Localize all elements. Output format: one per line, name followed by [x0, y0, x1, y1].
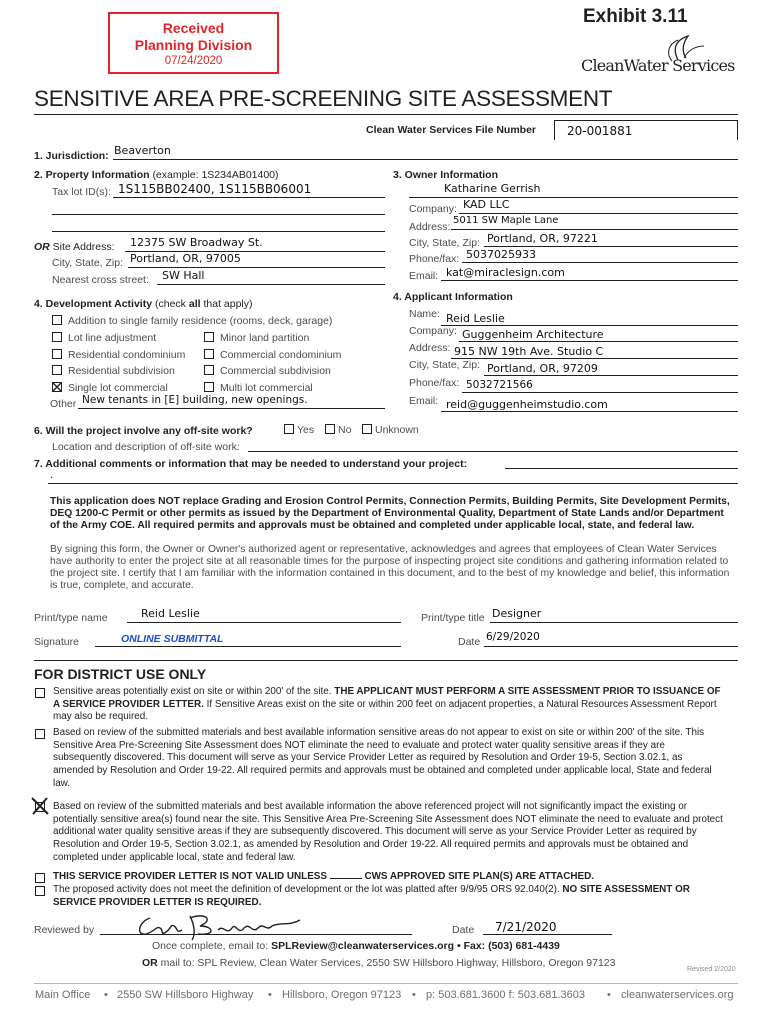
opt-lot-line-label: Lot line adjustment: [68, 332, 157, 344]
sign-date-label: Date: [458, 636, 481, 648]
footer-address: 2550 SW Hillsboro Highway: [117, 989, 254, 1001]
owner-phone-value[interactable]: 5037025933: [466, 248, 536, 261]
applicant-email-value[interactable]: reid@guggenheimstudio.com: [446, 398, 608, 411]
email-instruction: [152, 940, 560, 952]
opt-com-sub-label: Commercial subdivision: [220, 365, 331, 377]
applicant-name-label: Name:: [409, 308, 440, 320]
site-address-label: Site Address:: [52, 241, 115, 253]
email-pre: Once complete, email to:: [152, 940, 269, 952]
checkbox-multi-com[interactable]: [204, 382, 214, 392]
applicant-company-line: [459, 341, 738, 342]
jurisdiction-value[interactable]: Beaverton: [114, 144, 171, 157]
opt-single-com-label: Single lot commercial: [68, 382, 168, 394]
owner-address-label: Address:: [409, 221, 451, 233]
review-date-label: Date: [452, 924, 475, 936]
applicant-address-value[interactable]: 915 NW 19th Ave. Studio C: [454, 345, 604, 358]
offsite-unknown-label: Unknown: [375, 424, 419, 436]
file-number-label: Clean Water Services File Number: [366, 124, 537, 136]
file-number-value[interactable]: 20-001881: [567, 124, 633, 138]
applicant-address-line: [451, 358, 738, 359]
site-city-label: City, State, Zip:: [52, 257, 123, 269]
tax-lot-value[interactable]: 1S115BB02400, 1S115BB06001: [118, 182, 312, 196]
district-item-5-bold: NO SITE ASSESSMENT OR SERVICE PROVIDER LETTER IS REQUIRED.: [53, 884, 690, 908]
reviewer-signature: [130, 910, 330, 944]
owner-company-line: [459, 213, 738, 214]
property-heading: [34, 169, 279, 181]
or-label: OR: [34, 241, 50, 253]
print-name-line: [127, 622, 401, 623]
applicant-name-value[interactable]: Reid Leslie: [446, 312, 505, 325]
received-stamp: [108, 12, 279, 74]
print-title-label: Print/type title: [421, 612, 485, 624]
applicant-city-label: City, State, Zip:: [409, 359, 480, 371]
owner-company-label: Company:: [409, 203, 457, 215]
comments-label: 7. Additional comments or information that may be needed to understand your project:: [34, 458, 468, 470]
clean-water-services-logo: [580, 34, 740, 78]
opt-lot-line[interactable]: [52, 332, 156, 344]
tax-lot-label: Tax lot ID(s):: [52, 186, 111, 198]
development-heading: [34, 298, 253, 310]
applicant-city-line: [484, 375, 738, 376]
district-item-2: Based on review of the submitted materials and best available information sensitive areas do not appear to exist on site or within 200' of the site. This Sensitive Area Pre-Screening Site Assessment does NOT eliminate the need to evaluate and protect water quality sensitive areas if they are subsequently discovered. This document will serve as your Service Provider Letter as required by Resolution and Order 19-5, Section 3.02.1, as amended by Resolution and Order 19-22. All required permits and approvals must be obtained and completed under applicable local, State and federal law.: [53, 727, 712, 789]
stamp-date: 07/24/2020: [164, 55, 223, 67]
fax-number: • Fax: (503) 681-4439: [456, 940, 560, 952]
district-item-5: [53, 884, 723, 909]
owner-phone-line: [462, 262, 738, 263]
owner-email-value[interactable]: kat@miraclesign.com: [446, 266, 565, 279]
opt-res-sub-label: Residential subdivision: [68, 365, 175, 377]
mail-instruction: [142, 957, 615, 969]
footer-dot-3: •: [412, 989, 416, 1001]
comments-line-2: [48, 483, 738, 484]
site-city-line: [128, 267, 385, 268]
owner-name-line: [409, 197, 738, 198]
district-checkbox-5[interactable]: [35, 886, 45, 896]
site-city-value[interactable]: Portland, OR, 97005: [130, 252, 241, 265]
logo-text: CleanWater Services: [581, 56, 735, 75]
print-name-value[interactable]: Reid Leslie: [141, 607, 200, 620]
jurisdiction-label: 1. Jurisdiction:: [34, 150, 109, 162]
exhibit-label: Exhibit 3.11: [583, 6, 688, 27]
page-title: SENSITIVE AREA PRE-SCREENING SITE ASSESSMENT: [34, 86, 613, 111]
applicant-company-value[interactable]: Guggenheim Architecture: [462, 328, 604, 341]
checkbox-res-sub[interactable]: [52, 365, 62, 375]
applicant-phone-value[interactable]: 5032721566: [466, 379, 533, 391]
notice-body: By signing this form, the Owner or Owner's authorized agent or representative, acknowledges and agrees that employees of Clean Water Services have authority to enter the project site at all reasonable times for the purpose of inspecting project site conditions and gathering information related to the project site. I certify that I am familiar with the information contained in this document, and to the best of my knowledge and belief, this information is true, complete, and accurate.: [50, 544, 730, 591]
cross-street-label: Nearest cross street:: [52, 274, 149, 286]
district-item-1: [53, 686, 723, 724]
opt-minor[interactable]: [204, 332, 309, 344]
property-label: 2. Property Information: [34, 169, 150, 181]
offsite-no[interactable]: [325, 424, 351, 436]
development-label: 4. Development Activity: [34, 298, 153, 310]
owner-address-value[interactable]: 5011 SW Maple Lane: [453, 215, 559, 226]
opt-minor-label: Minor land partition: [220, 332, 310, 344]
checkbox-offsite-yes[interactable]: [284, 424, 294, 434]
development-hint-post: that apply): [203, 298, 253, 310]
footer-main-office: Main Office: [35, 989, 91, 1001]
checkbox-addition[interactable]: [52, 315, 62, 325]
title-rule: [34, 114, 738, 115]
owner-phone-label: Phone/fax:: [409, 253, 460, 265]
checkbox-com-condo[interactable]: [204, 349, 214, 359]
owner-city-label: City, State, Zip:: [409, 237, 480, 249]
opt-single-com[interactable]: [52, 382, 168, 394]
offsite-no-label: No: [338, 424, 352, 436]
opt-com-condo-label: Commercial condominium: [220, 349, 342, 361]
offsite-yes-label: Yes: [297, 424, 315, 436]
cross-street-line: [157, 284, 385, 285]
opt-com-sub[interactable]: [204, 365, 331, 377]
property-example: (example: 1S234AB01400): [152, 169, 279, 181]
reviewed-by-label: Reviewed by: [34, 924, 95, 936]
site-address-value[interactable]: 12375 SW Broadway St.: [130, 236, 263, 249]
footer-dot-4: •: [607, 989, 611, 1001]
district-item-1-bold: THE APPLICANT MUST PERFORM A SITE ASSESSMENT PRIOR TO ISSUANCE OF A SERVICE PROVIDER LETTER.: [53, 686, 721, 710]
checkbox-offsite-no[interactable]: [325, 424, 335, 434]
opt-addition-label: Addition to single family residence (rooms, deck, garage): [68, 315, 333, 327]
owner-company-value[interactable]: KAD LLC: [463, 198, 510, 211]
stamp-division: Planning Division: [134, 37, 253, 53]
email-address[interactable]: SPLReview@cleanwaterservices.org: [271, 940, 455, 952]
owner-label: 3. Owner Information: [393, 169, 499, 181]
footer-rule: [34, 983, 738, 984]
checkbox-com-sub[interactable]: [204, 365, 214, 375]
footer-web[interactable]: cleanwaterservices.org: [621, 989, 734, 1001]
applicant-city-value[interactable]: Portland, OR, 97209: [487, 362, 598, 375]
development-hint-all: all: [188, 298, 201, 310]
offsite-location-label: Location and description of off-site work:: [52, 441, 240, 453]
applicant-address-label: Address:: [409, 342, 451, 354]
signature-line: [95, 646, 401, 647]
checkbox-res-condo[interactable]: [52, 349, 62, 359]
district-checkbox-4[interactable]: [35, 873, 45, 883]
footer-dot-2: •: [268, 989, 272, 1001]
tax-lot-line: [113, 197, 385, 198]
applicant-name-line: [441, 325, 738, 326]
site-address-row: [34, 241, 115, 253]
offsite-label: 6. Will the project involve any off-site work?: [34, 425, 253, 437]
print-title-line: [490, 622, 738, 623]
opt-multi-com[interactable]: [204, 382, 313, 394]
owner-address-line: [451, 229, 738, 230]
district-item-4: [53, 871, 594, 882]
mail-text: mail to: SPL Review, Clean Water Services, 2550 SW Hillsboro Highway, Hillsboro, Oregon 97123: [160, 957, 616, 969]
other-value[interactable]: New tenants in [E] building, new openings.: [82, 394, 308, 406]
district-item-1-pre: Sensitive areas potentially exist on site or within 200' of the site.: [53, 686, 332, 697]
opt-addition[interactable]: [52, 315, 332, 327]
applicant-label: 4. Applicant Information: [393, 291, 513, 303]
district-item-1-post: If Sensitive Areas exist on the site or within 200 feet on adjacent properties, a Natural Resources Assessment Report may also be required.: [53, 698, 717, 723]
district-checkbox-2[interactable]: [35, 729, 45, 739]
checkbox-lot-line[interactable]: [52, 332, 62, 342]
district-title: FOR DISTRICT USE ONLY: [34, 666, 207, 682]
district-item-4-b: CWS APPROVED SITE PLAN(S) ARE ATTACHED.: [364, 871, 594, 882]
applicant-phone-line: [462, 392, 738, 393]
comments-line-1: [505, 468, 738, 469]
other-line: [78, 408, 385, 409]
check-x-icon: [30, 796, 50, 816]
owner-email-line: [441, 280, 738, 281]
tax-lot-line-2: [52, 214, 385, 215]
footer-phone: p: 503.681.3600 f: 503.681.3603: [426, 989, 586, 1001]
sign-date-line: [484, 646, 738, 647]
review-date-line: [483, 934, 612, 935]
district-item-3: Based on review of the submitted materials and best available information the above referenced project will not significantly impact the existing or potentially sensitive area(s) found near the site. This Sensitive Area Pre-Screening Site Assessment does NOT eliminate the need to evaluate and protect additional water quality sensitive areas if they are subsequently discovered. This document will serve as your Service Provider Letter as required by Resolution and Order 19-5, Section 3.02.1, as amended by Resolution and Order 19-22. All required permits and approvals must be obtained and completed under applicable local, state and federal law.: [53, 801, 723, 863]
review-date-value[interactable]: 7/21/2020: [495, 920, 557, 934]
revised-date: Revised 2/2020: [687, 966, 736, 973]
checkbox-minor[interactable]: [204, 332, 214, 342]
opt-res-sub[interactable]: [52, 365, 175, 377]
applicant-company-label: Company:: [409, 325, 457, 337]
opt-res-condo[interactable]: [52, 349, 185, 361]
other-label: Other: [50, 398, 77, 410]
footer-dot-1: •: [104, 989, 108, 1001]
owner-name-value[interactable]: Katharine Gerrish: [444, 182, 541, 195]
district-checkbox-1[interactable]: [35, 688, 45, 698]
owner-city-line: [484, 246, 738, 247]
checkbox-offsite-unknown[interactable]: [362, 424, 372, 434]
owner-city-value[interactable]: Portland, OR, 97221: [487, 232, 598, 245]
opt-com-condo[interactable]: [204, 349, 341, 361]
checkbox-single-com-checked[interactable]: [52, 382, 62, 392]
sign-date-value[interactable]: 6/29/2020: [486, 631, 540, 643]
mail-or: OR: [142, 957, 158, 969]
district-item-4-a: THIS SERVICE PROVIDER LETTER IS NOT VALID UNLESS: [53, 871, 327, 882]
signature-label: Signature: [34, 636, 79, 648]
notice-bold: This application does NOT replace Grading and Erosion Control Permits, Connection Permits, Building Permits, Site Development Permits, DEQ 1200-C Permit or other permits as issued by the Department of Environmental Quality, Department of State Lands and/or Department of the Army COE. All required permits and approvals must be obtained and completed under applicable local, state, and federal law.: [50, 496, 730, 531]
stamp-received: Received: [162, 20, 225, 36]
offsite-yes[interactable]: [284, 424, 314, 436]
signature-value[interactable]: ONLINE SUBMITTAL: [121, 633, 224, 645]
district-rule: [34, 660, 738, 661]
comments-value[interactable]: .: [50, 470, 54, 481]
footer-city: Hillsboro, Oregon 97123: [282, 989, 402, 1001]
check-x-icon: [52, 382, 62, 392]
applicant-email-label: Email:: [409, 395, 439, 407]
print-title-value[interactable]: Designer: [492, 607, 542, 620]
cross-street-value[interactable]: SW Hall: [162, 269, 205, 282]
district-item-4-blank[interactable]: [330, 878, 362, 879]
offsite-unknown[interactable]: [362, 424, 419, 436]
print-name-label: Print/type name: [34, 612, 108, 624]
district-item-5-pre: The proposed activity does not meet the definition of development or the lot was platted after 9/9/95 ORS 92.040(2).: [53, 884, 560, 895]
offsite-location-line: [248, 451, 738, 452]
opt-multi-com-label: Multi lot commercial: [220, 382, 313, 394]
development-hint-pre: (check: [155, 298, 186, 310]
applicant-email-line: [441, 411, 738, 412]
opt-res-condo-label: Residential condominium: [68, 349, 186, 361]
applicant-phone-label: Phone/fax:: [409, 377, 460, 389]
jurisdiction-line: [113, 159, 738, 160]
tax-lot-line-3: [52, 231, 385, 232]
owner-email-label: Email:: [409, 270, 439, 282]
